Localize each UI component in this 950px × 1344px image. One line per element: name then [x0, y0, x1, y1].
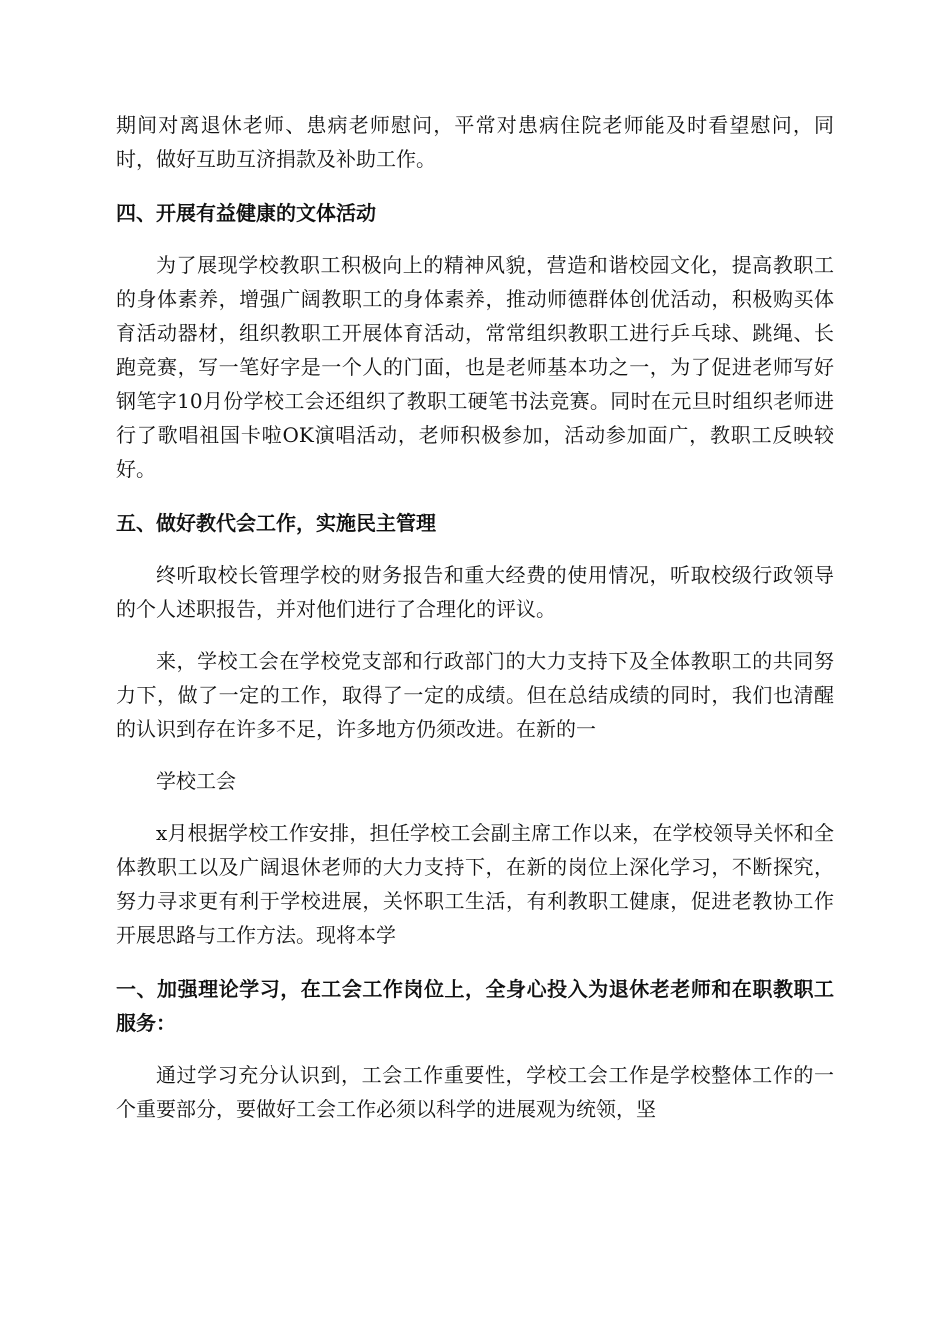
paragraph-gap: [116, 746, 834, 764]
paragraph-gap: [116, 540, 834, 558]
paragraph-signature: 学校工会: [156, 769, 236, 793]
section-heading-5: 五、做好教代会工作，实施民主管理: [116, 511, 436, 535]
paragraph-gap: [116, 486, 834, 506]
paragraph-theory-study: 通过学习充分认识到，工会工作重要性，学校工会工作是学校整体工作的一个重要部分，要做好工会工作必须以科学的进展观为统领，坚: [116, 1063, 834, 1121]
document-body: [116, 108, 834, 1126]
paragraph-gap: [116, 626, 834, 644]
section-heading-1: 一、加强理论学习，在工会工作岗位上，全身心投入为退休老老师和在职教职工服务：: [116, 977, 834, 1035]
paragraph-gap: [116, 1040, 834, 1058]
paragraph-cultural-activities: 为了展现学校教职工积极向上的精神风貌，营造和谐校园文化，提高教职工的身体素养，增强广阔教职工的身体素养，推动师德群体创优活动，积极购买体育活动器材，组织教职工开展体育活动，常常组织教职工进行乒乓球、跳绳、长跑竞赛，写一笔好字是一个人的门面，也是老师基本功之一，为了促进老师写好钢笔字10月份学校工会还组织了教职工硬笔书法竞赛。同时在元旦时组织老师进行了歌唱祖国卡啦OK演唱活动，老师积极参加，活动参加面广，教职工反映较好。: [116, 253, 834, 481]
paragraph-intro: 期间对离退休老师、患病老师慰问，平常对患病住院老师能及时看望慰问，同时，做好互助互济捐款及补助工作。: [116, 113, 834, 171]
paragraph-gap: [116, 952, 834, 972]
paragraph-appointment: x月根据学校工作安排，担任学校工会副主席工作以来，在学校领导关怀和全体教职工以及广阔退休老师的大力支持下，在新的岗位上深化学习，不断探究，努力寻求更有利于学校进展，关怀职工生活，有利教职工健康，促进老教协工作开展思路与工作方法。现将本学: [116, 821, 834, 947]
paragraph-financial-report: 终听取校长管理学校的财务报告和重大经费的使用情况，听取校级行政领导的个人述职报告，并对他们进行了合理化的评议。: [116, 563, 834, 621]
paragraph-summary: 来，学校工会在学校党支部和行政部门的大力支持下及全体教职工的共同努力下，做了一定的工作，取得了一定的成绩。但在总结成绩的同时，我们也清醒的认识到存在许多不足，许多地方仍须改进。在新的一: [116, 649, 834, 741]
paragraph-gap: [116, 230, 834, 248]
paragraph-gap: [116, 798, 834, 816]
section-heading-4: 四、开展有益健康的文体活动: [116, 201, 376, 225]
paragraph-gap: [116, 176, 834, 196]
